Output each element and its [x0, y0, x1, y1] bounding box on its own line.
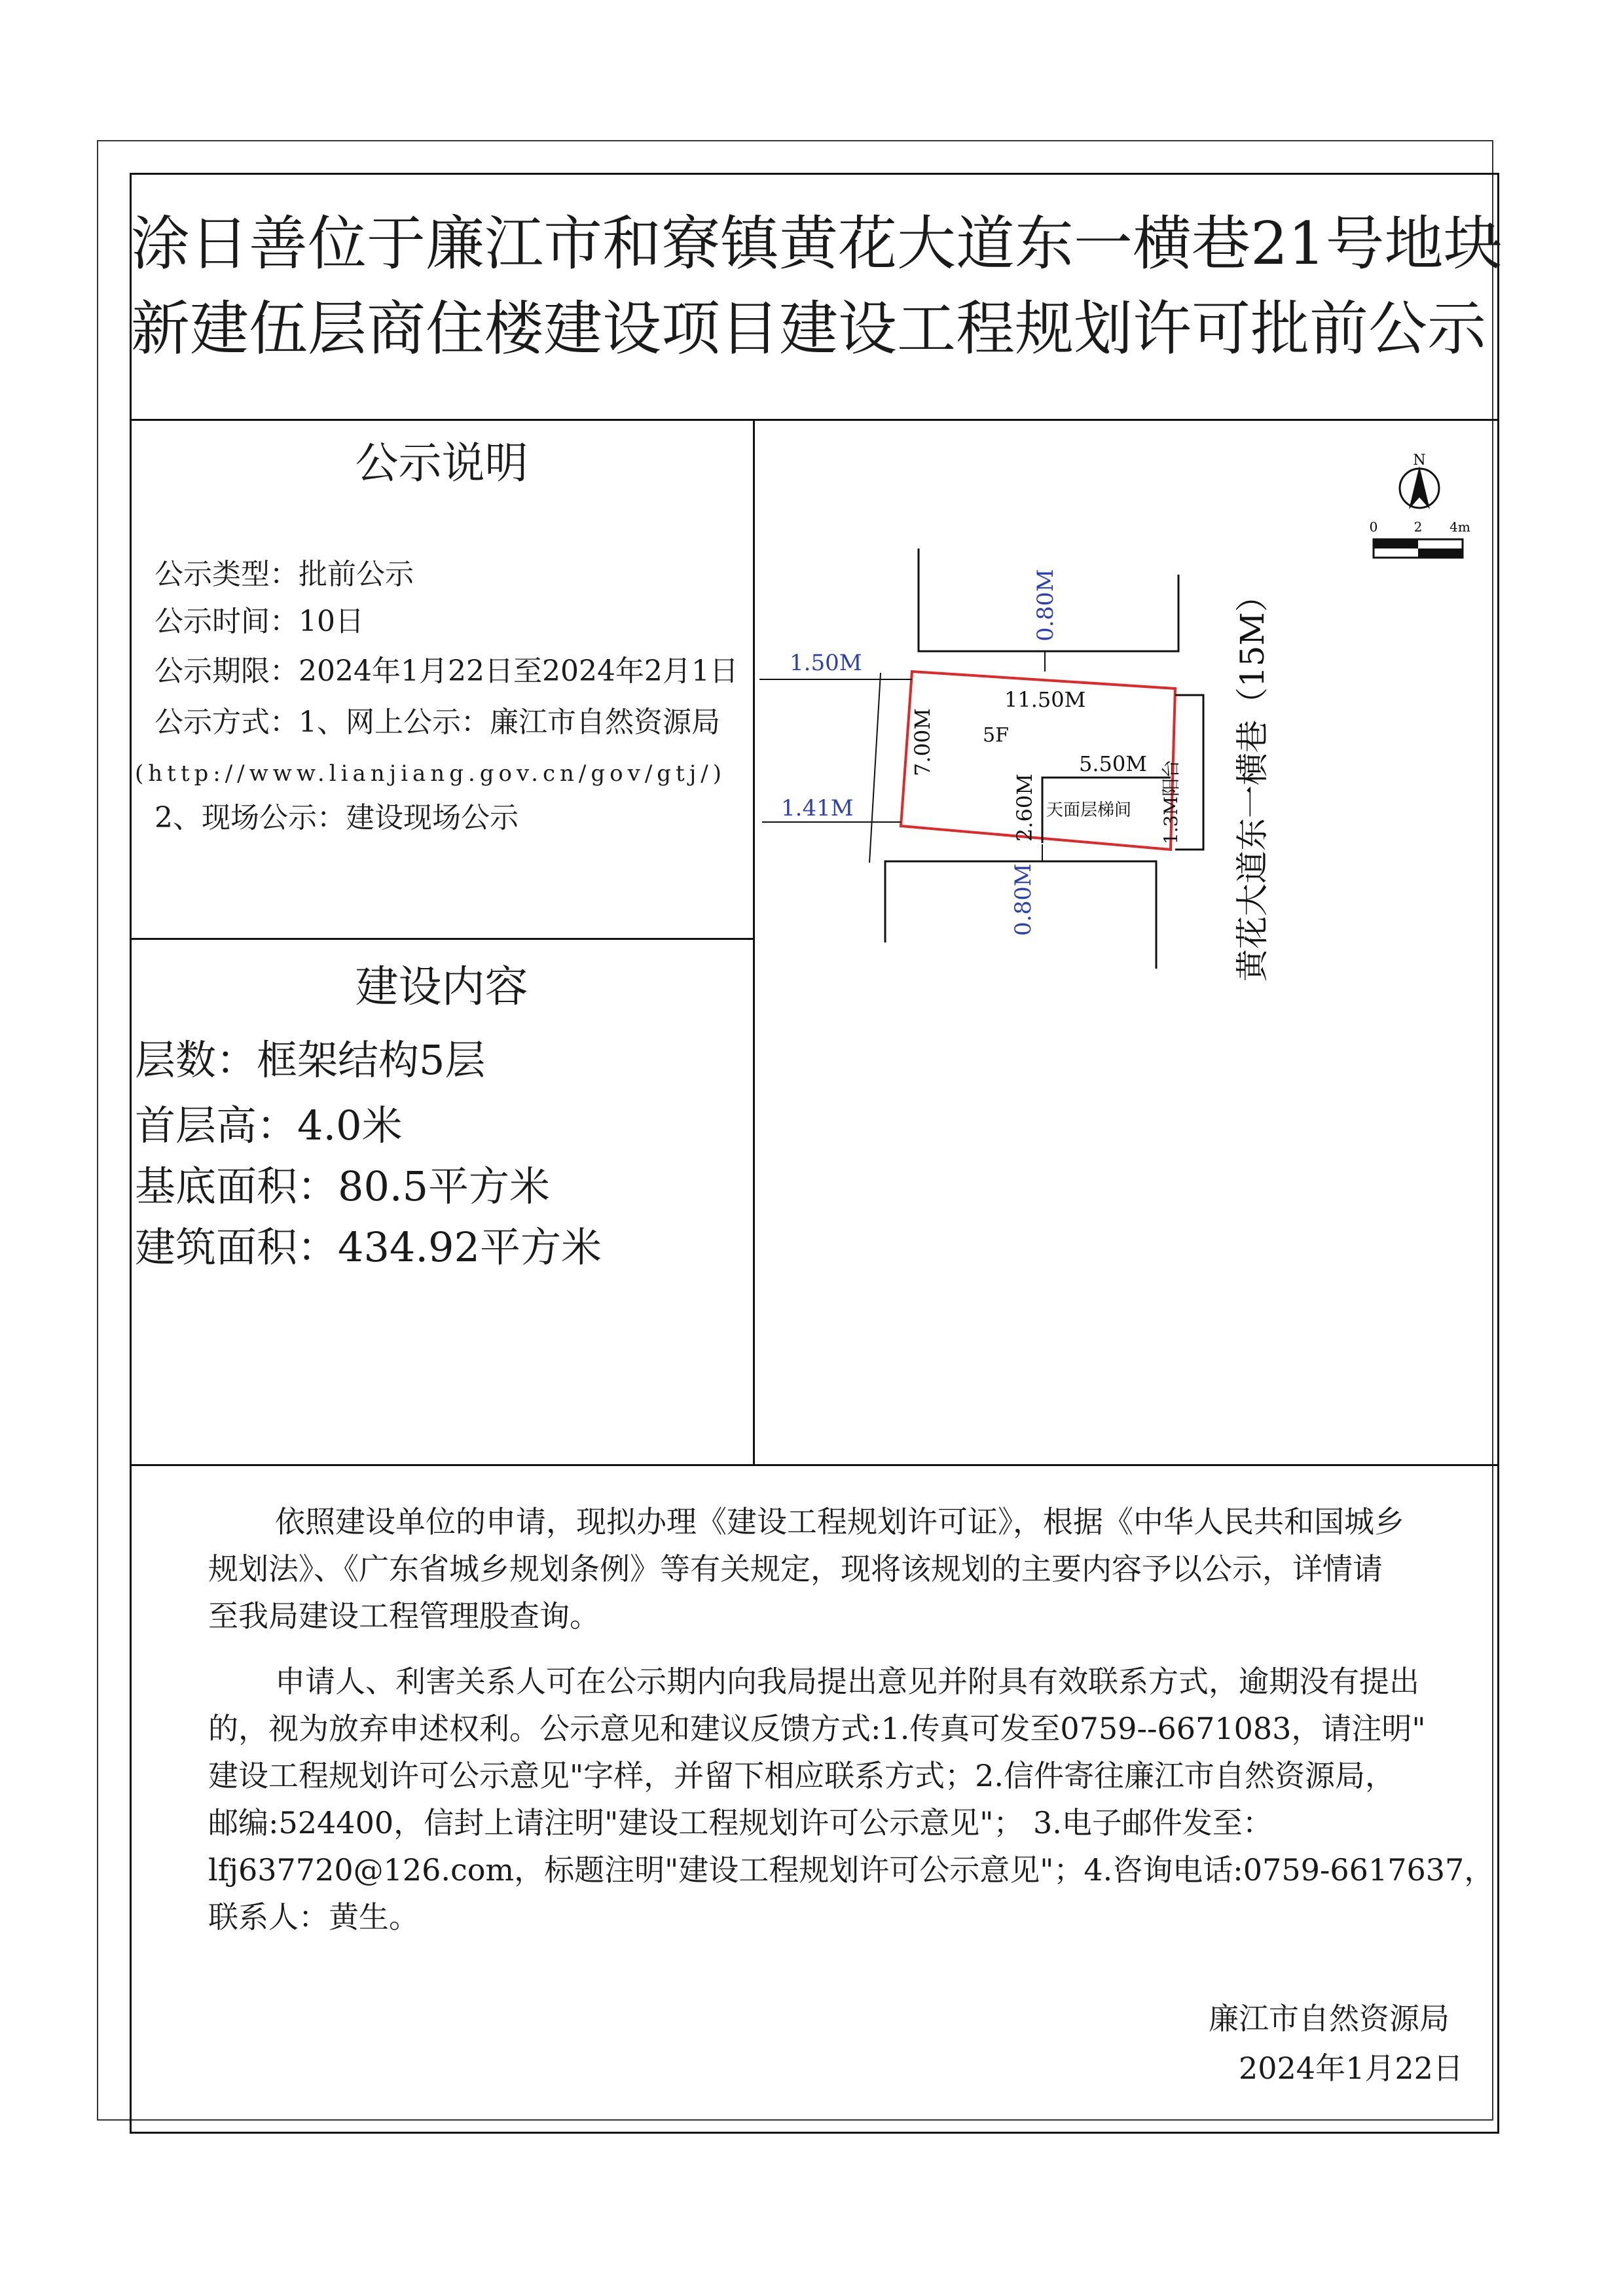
- signature-org: 廉江市自然资源局: [1209, 2001, 1450, 2036]
- body-line-5: 的，视为放弃申述权利。公示意见和建议反馈方式:1.传真可发至0759--6671083，请注明": [208, 1711, 1426, 1746]
- body-line-9: 联系人：黄生。: [208, 1899, 419, 1935]
- body-line-4: 申请人、利害关系人可在公示期内向我局提出意见并附具有效联系方式，逾期没有提出: [275, 1664, 1419, 1699]
- body-divider: [130, 1464, 1499, 1466]
- dimension-lines: [759, 652, 1045, 863]
- construction-base-area: 基底面积：80.5平方米: [135, 1162, 551, 1210]
- notice-onsite: 2、现场公示：建设现场公示: [155, 801, 519, 834]
- title-line-2: 新建伍层商住楼建设项目建设工程规划许可批前公示: [131, 295, 1486, 363]
- body-line-7: 邮编:524400，信封上请注明"建设工程规划许可公示意见"； 3.电子邮件发至：: [208, 1805, 1273, 1840]
- north-label: N: [1413, 452, 1426, 469]
- body-line-2: 规划法》、《广东省城乡规划条例》等有关规定，现将该规划的主要内容予以公示，详情请: [208, 1551, 1383, 1587]
- signature-date: 2024年1月22日: [1239, 2051, 1463, 2086]
- dim-stair-length: 5.50M: [1079, 751, 1148, 776]
- notice-heading: 公示说明: [355, 438, 528, 488]
- notice-duration: 公示时间：10日: [155, 605, 364, 638]
- dim-stair-width: 2.60M: [1012, 773, 1037, 842]
- dim-left-bottom: 1.41M: [781, 795, 854, 821]
- dim-left-top: 1.50M: [790, 650, 862, 676]
- construction-building-area: 建筑面积：434.92平方米: [135, 1223, 602, 1271]
- construction-floors: 层数：框架结构5层: [135, 1036, 486, 1084]
- balcony-label: 1.3M阳台: [1160, 759, 1182, 844]
- scale-bar: [1370, 519, 1470, 558]
- road-label: 黄花大道东一横巷（15M）: [1233, 579, 1271, 982]
- floors-label: 5F: [983, 724, 1009, 747]
- notice-url: (http://www.lianjiang.gov.cn/gov/gtj/): [135, 761, 726, 787]
- site-plan: [755, 421, 1497, 1463]
- body-line-3: 至我局建设工程管理股查询。: [208, 1598, 600, 1634]
- notice-period: 公示期限：2024年1月22日至2024年2月1日: [155, 655, 739, 688]
- notice-method: 公示方式：1、网上公示：廉江市自然资源局: [155, 706, 720, 739]
- notice-divider: [130, 938, 754, 940]
- title-line-1: 涂日善位于廉江市和寮镇黄花大道东一横巷21号地块: [131, 209, 1503, 278]
- dim-length: 11.50M: [1004, 687, 1086, 712]
- north-arrow-icon: [1400, 452, 1439, 509]
- body-line-6: 建设工程规划许可公示意见"字样，并留下相应联系方式；2.信件寄往廉江市自然资源局，: [208, 1758, 1396, 1793]
- scale-end: 4m: [1450, 519, 1470, 535]
- construction-first-floor-height: 首层高：4.0米: [135, 1102, 403, 1149]
- body-line-8: lfj637720@126.com，标题注明"建设工程规划许可公示意见"；4.咨询电话:0759-6617637，: [208, 1852, 1495, 1888]
- scale-zero: 0: [1369, 519, 1378, 535]
- notice-type: 公示类型：批前公示: [155, 558, 414, 591]
- body-line-1: 依照建设单位的申请，现拟办理《建设工程规划许可证》，根据《中华人民共和国城乡: [275, 1504, 1404, 1539]
- dim-bottom-setback: 0.80M: [1010, 863, 1036, 936]
- dim-top-setback: 0.80M: [1032, 569, 1059, 641]
- scale-mid: 2: [1413, 519, 1423, 535]
- construction-heading: 建设内容: [355, 961, 528, 1012]
- dim-width: 7.00M: [910, 708, 935, 776]
- stair-room-label: 天面层梯间: [1046, 800, 1132, 820]
